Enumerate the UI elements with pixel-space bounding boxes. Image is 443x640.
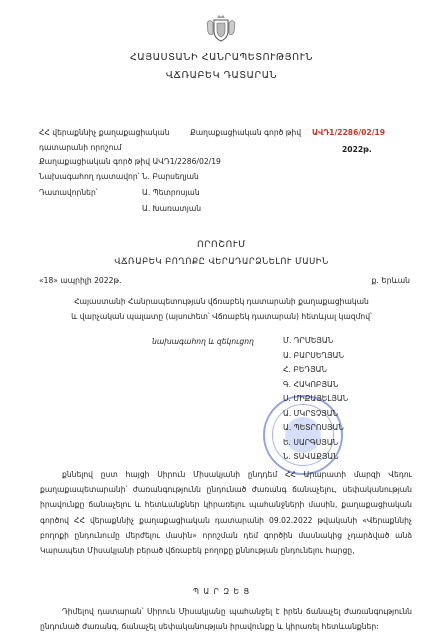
case-year: 2022թ. bbox=[342, 145, 372, 154]
country-name: ՀԱՅԱՍՏԱՆԻ ՀԱՆՐԱՊԵՏՈՒԹՅՈՒՆ bbox=[130, 52, 313, 63]
panel-member: Ս. ՄԻՔԱՅԵԼՅԱՆ bbox=[283, 394, 349, 403]
panel-member: Հ. ԲԵԴՅԱՆ bbox=[283, 365, 327, 374]
lower-court-decision-label: դատարանի որոշում bbox=[39, 143, 122, 152]
presiding-judge-name: Ն. Բարսեղյան bbox=[142, 172, 199, 181]
decision-title: ՈՐՈՇՈՒՄ bbox=[197, 240, 246, 250]
intro-line-2: և վարչական պալատը (այսուհետ՝ Վճռաբեկ դատարան) հետևյալ կազմով՝ bbox=[71, 312, 372, 321]
decision-place: ք. Երևան bbox=[371, 276, 410, 285]
case-number-label: Քաղաքացիական գործ թիվ bbox=[190, 128, 302, 137]
panel-member: Ե. ՍԱՐԳՍՅԱՆ bbox=[283, 437, 339, 447]
decision-date: «18» ապրիլի 2022թ. bbox=[39, 276, 122, 285]
judges-label: Դատավորներ՝ bbox=[39, 188, 98, 197]
case-number: ԱՎԴ1/2286/02/19 bbox=[312, 128, 386, 137]
lower-court-case-number: Քաղաքացիական գործ թիվ ԱՎԴ1/2286/02/19 bbox=[39, 157, 221, 166]
lower-court-label: ՀՀ վերաքննիչ քաղաքացիական bbox=[39, 128, 170, 137]
section-title: Պ Ա Ր Զ Ե Ց bbox=[192, 587, 251, 596]
body-paragraph-1: քննելով ըստ հայցի Սիրուն Միսակյանի ընդդեմ ՀՀ Արարատի մարզի Վեդու քաղաքապետարանի՝ ժառանգությունն ընդունած ժառանգ ճանաչելու, սեփականության իրավունքը ճանաչելու և հետևանքներ կիրառելու պահանջների մասին, քաղաքացիական գործով ՀՀ վերաքննիչ քաղաքացիական դատարանի 09.02.2022 թվականի «Վերաքննիչ բողոքի ընդունումը մերժելու մասին» որոշման դեմ գործին մասնակից չդարձված անձ Կարապետ Միսակյանի բերած վճռաբեկ բողոքը քննության ընդունելու հարցը, bbox=[40, 470, 412, 556]
panel-member: Ա. ՊԵՏՐՈՍՅԱՆ bbox=[283, 423, 344, 432]
panel-member: Գ. ՀԱԿՈԲՅԱՆ bbox=[283, 379, 339, 389]
presiding-judge-label: Նախագահող դատավոր՝ bbox=[39, 172, 140, 181]
intro-line-1: Հայաստանի Հանրապետության վճռաբեկ դատարանի քաղաքացիական bbox=[74, 297, 369, 306]
panel-member: Ա. ԲԱՐՍԵՂՅԱՆ bbox=[283, 350, 345, 360]
coat-of-arms-emblem bbox=[205, 14, 237, 44]
panel-member: Ա. ՄԿՐՏՉՅԱՆ bbox=[283, 408, 339, 418]
decision-subtitle: ՎՃՌԱԲԵԿ ԲՈՂՈՔԸ ՎԵՐԱԴԱՐՁՆԵԼՈՒ ՄԱՍԻՆ bbox=[114, 256, 329, 266]
body-paragraph-2: Դիմելով դատարան՝ Սիրուն Միսակյանը պահանջել է իրեն ճանաչել ժառանգությունն ընդունած ժառանգ, ճանաչել սեփականության իրավունքը և կիրառել հետևանքներ: bbox=[40, 607, 412, 632]
judge-name-1: Ա. Պետրոսյան bbox=[142, 188, 200, 197]
judge-name-2: Ա. Խառատյան bbox=[142, 204, 202, 213]
panel-member: Մ. ԴՐՄԵՅԱՆ bbox=[283, 336, 334, 345]
court-seal-stamp bbox=[263, 395, 343, 475]
panel-member: Ն. ՏԱՎԱՔՅԱՆ bbox=[283, 452, 339, 461]
court-name: ՎՃՌԱԲԵԿ ԴԱՏԱՐԱՆ bbox=[165, 70, 278, 81]
chair-label: նախագահող և զեկուցող bbox=[152, 337, 254, 346]
